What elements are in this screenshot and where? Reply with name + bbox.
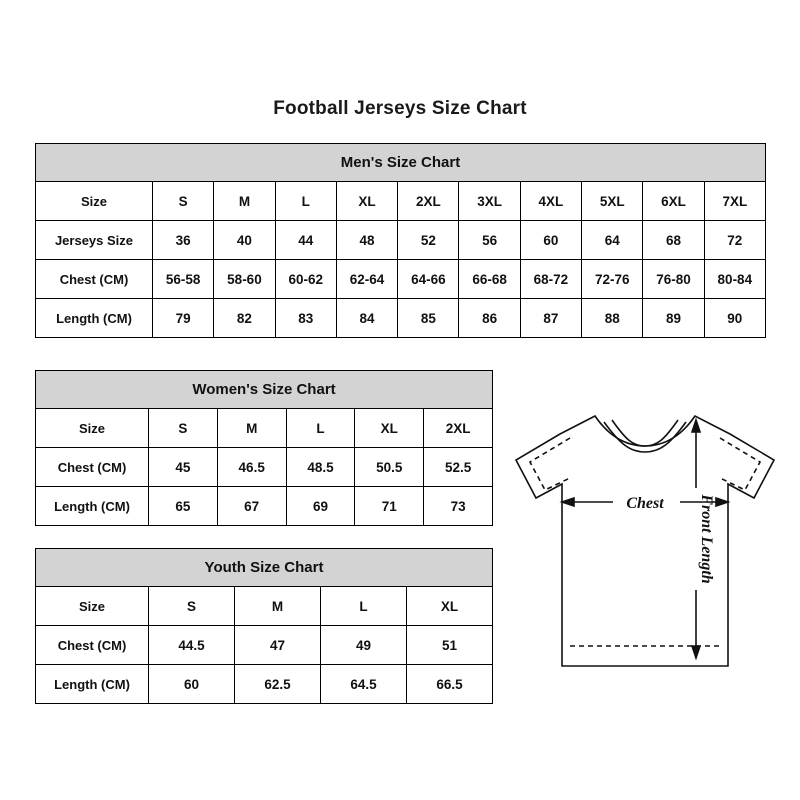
table-cell: 80-84 <box>704 260 765 299</box>
column-header: 4XL <box>520 182 581 221</box>
table-row <box>36 299 766 338</box>
table-cell: 69 <box>286 487 355 526</box>
row-label: Length (CM) <box>36 487 149 526</box>
table-cell: 76-80 <box>643 260 704 299</box>
column-header: L <box>321 587 407 626</box>
mens-table-caption: Men's Size Chart <box>35 143 766 181</box>
table-cell: 89 <box>643 299 704 338</box>
table-cell: 60-62 <box>275 260 336 299</box>
table-cell: 44.5 <box>149 626 235 665</box>
table-cell: 48 <box>336 221 397 260</box>
table-cell: 72 <box>704 221 765 260</box>
column-header: XL <box>355 409 424 448</box>
table-cell: 84 <box>336 299 397 338</box>
column-header-size: Size <box>36 182 153 221</box>
table-cell: 64 <box>582 221 643 260</box>
column-header: XL <box>336 182 397 221</box>
table-row <box>36 260 766 299</box>
mens-size-chart <box>35 143 765 338</box>
table-cell: 67 <box>217 487 286 526</box>
column-header: 5XL <box>582 182 643 221</box>
column-header: M <box>217 409 286 448</box>
womens-table-caption: Women's Size Chart <box>35 370 493 408</box>
chest-label: Chest <box>626 495 664 512</box>
table-cell: 51 <box>407 626 493 665</box>
table-row <box>36 448 493 487</box>
table-cell: 85 <box>398 299 459 338</box>
table-row <box>36 409 493 448</box>
column-header: 7XL <box>704 182 765 221</box>
table-cell: 40 <box>214 221 275 260</box>
page-title: Football Jerseys Size Chart <box>273 98 527 119</box>
column-header: M <box>214 182 275 221</box>
table-cell: 47 <box>235 626 321 665</box>
table-cell: 83 <box>275 299 336 338</box>
table-cell: 90 <box>704 299 765 338</box>
column-header: 2XL <box>398 182 459 221</box>
table-cell: 86 <box>459 299 520 338</box>
table-row <box>36 221 766 260</box>
table-cell: 73 <box>424 487 493 526</box>
table-cell: 65 <box>149 487 218 526</box>
table-cell: 52 <box>398 221 459 260</box>
table-cell: 60 <box>149 665 235 704</box>
table-cell: 44 <box>275 221 336 260</box>
table-row <box>36 587 493 626</box>
row-label: Chest (CM) <box>36 626 149 665</box>
table-cell: 66-68 <box>459 260 520 299</box>
table-cell: 88 <box>582 299 643 338</box>
table-cell: 68 <box>643 221 704 260</box>
table-cell: 60 <box>520 221 581 260</box>
row-label: Length (CM) <box>36 299 153 338</box>
column-header: 2XL <box>424 409 493 448</box>
column-header: S <box>149 587 235 626</box>
table-cell: 62.5 <box>235 665 321 704</box>
womens-size-chart <box>35 370 492 526</box>
table-row <box>36 182 766 221</box>
table-cell: 64.5 <box>321 665 407 704</box>
table-cell: 50.5 <box>355 448 424 487</box>
womens-size-table <box>35 370 493 526</box>
table-cell: 52.5 <box>424 448 493 487</box>
table-cell: 48.5 <box>286 448 355 487</box>
column-header: 3XL <box>459 182 520 221</box>
table-cell: 56-58 <box>153 260 214 299</box>
row-label: Length (CM) <box>36 665 149 704</box>
column-header: XL <box>407 587 493 626</box>
front-length-label: Front Length <box>698 494 715 584</box>
table-row <box>36 487 493 526</box>
table-cell: 36 <box>153 221 214 260</box>
table-row <box>36 665 493 704</box>
table-row <box>36 626 493 665</box>
jersey-outline-icon <box>516 416 774 666</box>
table-cell: 82 <box>214 299 275 338</box>
table-cell: 68-72 <box>520 260 581 299</box>
table-cell: 79 <box>153 299 214 338</box>
row-label: Chest (CM) <box>36 260 153 299</box>
jersey-measurement-diagram <box>500 398 790 698</box>
table-cell: 56 <box>459 221 520 260</box>
table-cell: 58-60 <box>214 260 275 299</box>
column-header: S <box>149 409 218 448</box>
column-header: S <box>153 182 214 221</box>
column-header: M <box>235 587 321 626</box>
table-cell: 62-64 <box>336 260 397 299</box>
column-header: 6XL <box>643 182 704 221</box>
youth-table-caption: Youth Size Chart <box>35 548 493 586</box>
table-cell: 87 <box>520 299 581 338</box>
mens-size-table <box>35 143 766 338</box>
column-header: L <box>275 182 336 221</box>
table-cell: 66.5 <box>407 665 493 704</box>
column-header: L <box>286 409 355 448</box>
youth-size-chart <box>35 548 492 704</box>
youth-size-table <box>35 548 493 704</box>
column-header-size: Size <box>36 409 149 448</box>
table-cell: 49 <box>321 626 407 665</box>
row-label: Chest (CM) <box>36 448 149 487</box>
table-cell: 71 <box>355 487 424 526</box>
table-cell: 46.5 <box>217 448 286 487</box>
row-label: Jerseys Size <box>36 221 153 260</box>
table-cell: 64-66 <box>398 260 459 299</box>
column-header-size: Size <box>36 587 149 626</box>
table-cell: 72-76 <box>582 260 643 299</box>
table-cell: 45 <box>149 448 218 487</box>
